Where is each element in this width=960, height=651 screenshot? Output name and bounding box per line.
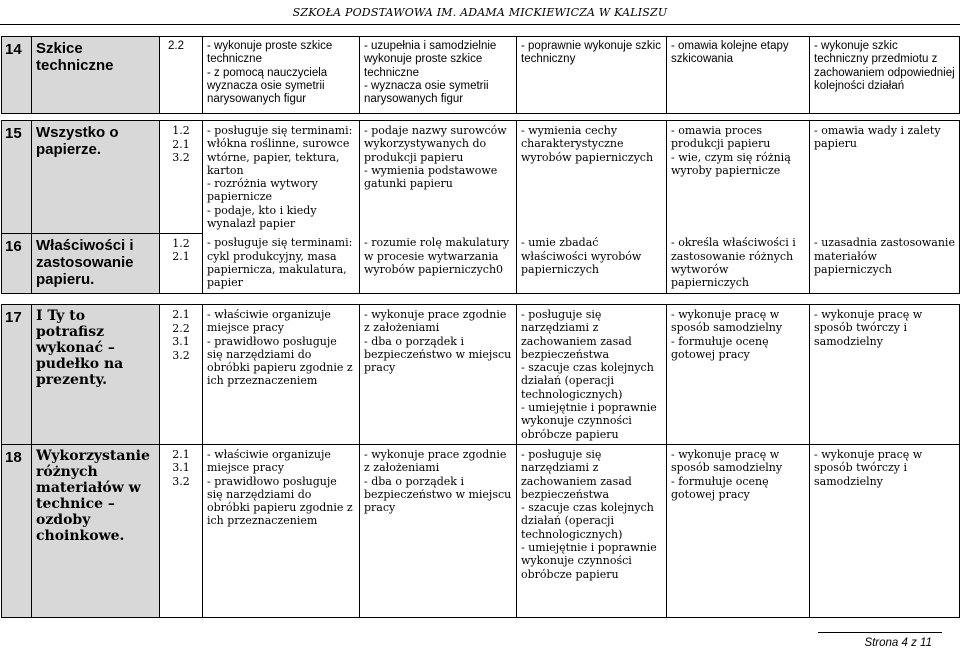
curriculum-ref: 1.2 2.1 3.2 xyxy=(160,121,203,234)
requirement-cell: - wykonuje pracę w sposób samodzielny - formułuje ocenę gotowej pracy xyxy=(667,444,810,617)
requirement-cell: - właściwie organizuje miejsce pracy - prawidłowo posługuje się narzędziami do obróbki papieru zgodnie z ich przeznaczeniem xyxy=(203,444,360,617)
requirement-cell: - właściwie organizuje miejsce pracy - prawidłowo posługuje się narzędziami do obróbki papieru zgodnie z ich przeznaczeniem xyxy=(203,305,360,445)
table-row xyxy=(2,37,960,114)
lesson-topic: Szkice techniczne xyxy=(32,37,160,114)
footer-divider xyxy=(818,632,942,633)
requirement-cell: - wykonuje proste szkice techniczne - z pomocą nauczyciela wyznacza osie symetrii narysowanych figur xyxy=(203,37,360,114)
requirement-cell: - omawia proces produkcji papieru - wie, czym się różnią wyroby papiernicze xyxy=(667,121,810,234)
requirement-cell: - poprawnie wykonuje szkic techniczny xyxy=(517,37,667,114)
page-header xyxy=(0,0,960,26)
requirement-cell: - wykonuje pracę w sposób twórczy i samodzielny xyxy=(810,305,960,445)
table-row xyxy=(2,305,960,445)
requirement-cell: - wykonuje pracę w sposób samodzielny - formułuje ocenę gotowej pracy xyxy=(667,305,810,445)
curriculum-ref: 2.1 3.1 3.2 xyxy=(160,444,203,617)
lesson-number: 15 xyxy=(2,121,32,234)
requirement-cell: - określa właściwości i zastosowanie różnych wytworów papierniczych xyxy=(667,233,810,293)
lesson-number: 16 xyxy=(2,233,32,293)
requirement-cell: - rozumie rolę makulatury w procesie wytwarzania wyrobów papierniczych0 xyxy=(360,233,517,293)
requirement-cell: - posługuje się narzędziami z zachowaniem zasad bezpieczeństwa - szacuje czas kolejnych działań (operacji technologicznych) - umiejętnie i poprawnie wykonuje czynności obróbcze papieru xyxy=(517,444,667,617)
curriculum-table-2 xyxy=(1,120,960,294)
requirement-cell: - posługuje się narzędziami z zachowaniem zasad bezpieczeństwa - szacuje czas kolejnych działań (operacji technologicznych) - umiejętnie i poprawnie wykonuje czynności obróbcze papieru xyxy=(517,305,667,445)
curriculum-ref: 2.1 2.2 3.1 3.2 xyxy=(160,305,203,445)
lesson-number: 17 xyxy=(2,305,32,445)
requirement-cell: - wykonuje szkic techniczny przedmiotu z zachowaniem odpowiedniej kolejności działań xyxy=(810,37,960,114)
requirement-cell: - wymienia cechy charakterystyczne wyrobów papierniczych xyxy=(517,121,667,234)
curriculum-ref: 2.2 xyxy=(160,37,203,114)
table-row xyxy=(2,121,960,234)
curriculum-table-3 xyxy=(1,304,960,618)
requirement-cell: - omawia kolejne etapy szkicowania xyxy=(667,37,810,114)
lesson-number: 18 xyxy=(2,444,32,617)
lesson-topic: Wykorzystanie różnych materiałów w technice – ozdoby choinkowe. xyxy=(32,444,160,617)
requirement-cell: - podaje nazwy surowców wykorzystywanych do produkcji papieru - wymienia podstawowe gatunki papieru xyxy=(360,121,517,234)
page-number: Strona 4 z 11 xyxy=(864,637,932,649)
lesson-topic: Wszystko o papierze. xyxy=(32,121,160,234)
table-row xyxy=(2,233,960,293)
curriculum-ref: 1.2 2.1 xyxy=(160,233,203,293)
requirement-cell: - omawia wady i zalety papieru xyxy=(810,121,960,234)
table-row xyxy=(2,444,960,617)
lesson-topic: Właściwości i zastosowanie papieru. xyxy=(32,233,160,293)
header-divider xyxy=(0,24,960,25)
requirement-cell: - uzasadnia zastosowanie materiałów papierniczych xyxy=(810,233,960,293)
requirement-cell: - wykonuje pracę w sposób twórczy i samodzielny xyxy=(810,444,960,617)
requirement-cell: - posługuje się terminami: włókna roślinne, surowce wtórne, papier, tektura, karton - rozróżnia wytwory papiernicze - podaje, kto i kiedy wynalazł papier xyxy=(203,121,360,234)
requirement-cell: - uzupełnia i samodzielnie wykonuje proste szkice techniczne - wyznacza osie symetrii narysowanych figur xyxy=(360,37,517,114)
lesson-topic: I Ty to potrafisz wykonać – pudełko na prezenty. xyxy=(32,305,160,445)
requirement-cell: - wykonuje prace zgodnie z założeniami - dba o porządek i bezpieczeństwo w miejscu pracy xyxy=(360,305,517,445)
requirement-cell: - umie zbadać właściwości wyrobów papierniczych xyxy=(517,233,667,293)
curriculum-table-1 xyxy=(1,36,960,114)
school-name: SZKOŁA PODSTAWOWA IM. ADAMA MICKIEWICZA W KALISZU xyxy=(292,6,668,19)
requirement-cell: - wykonuje prace zgodnie z założeniami - dba o porządek i bezpieczeństwo w miejscu pracy xyxy=(360,444,517,617)
requirement-cell: - posługuje się terminami: cykl produkcyjny, masa papiernicza, makulatura, papier xyxy=(203,233,360,293)
lesson-number: 14 xyxy=(2,37,32,114)
